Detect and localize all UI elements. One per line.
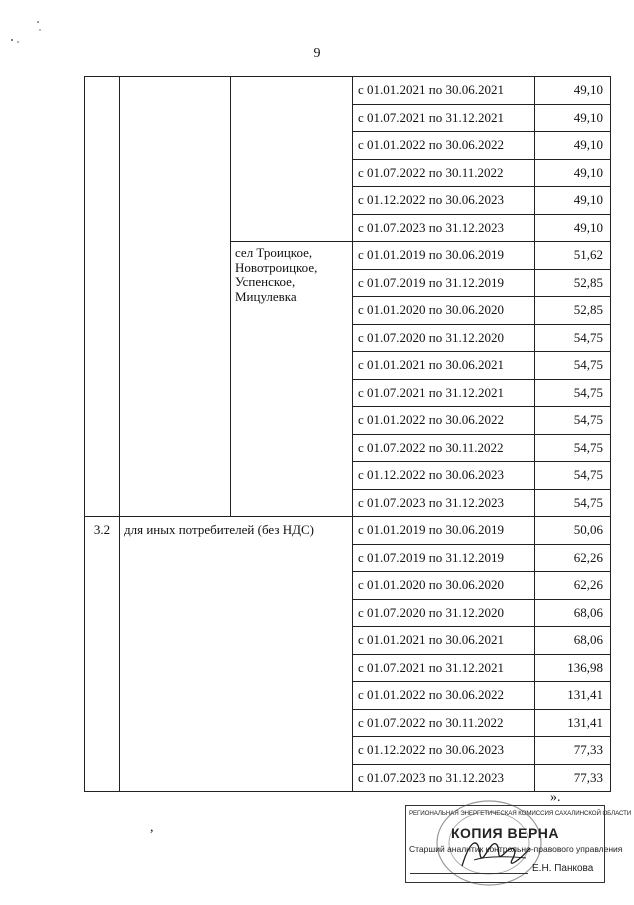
period-cell: с 01.12.2022 по 30.06.2023: [353, 737, 535, 765]
tariff-value-cell: 49,10: [535, 214, 611, 242]
period-cell: с 01.01.2022 по 30.06.2022: [353, 132, 535, 160]
period-cell: с 01.07.2019 по 31.12.2019: [353, 269, 535, 297]
scan-specks-icon: [0, 0, 70, 50]
period-cell: с 01.07.2022 по 30.11.2022: [353, 709, 535, 737]
stamp-title: КОПИЯ ВЕРНА: [450, 825, 560, 841]
period-cell: с 01.01.2019 по 30.06.2019: [353, 517, 535, 545]
tariff-value-cell: 54,75: [535, 462, 611, 490]
table-row: [85, 517, 611, 545]
certification-stamp: [405, 805, 632, 883]
tariff-value-cell: 54,75: [535, 434, 611, 462]
tariff-value-cell: 77,33: [535, 737, 611, 765]
period-cell: с 01.07.2023 по 31.12.2023: [353, 489, 535, 517]
tariff-value-cell: 50,06: [535, 517, 611, 545]
table-row: [85, 77, 611, 105]
signature-line: [410, 873, 528, 874]
period-cell: с 01.12.2022 по 30.06.2023: [353, 187, 535, 215]
stamp-position: Старший аналитик контрольно-правового управления: [409, 844, 623, 854]
period-cell: с 01.01.2021 по 30.06.2021: [353, 352, 535, 380]
item-number-cell: [85, 77, 120, 517]
locality-cell: сел Троицкое, Новотроицкое, Успенское, Мицулевка: [231, 242, 353, 517]
period-cell: с 01.07.2021 по 31.12.2021: [353, 654, 535, 682]
stamp-commission: РЕГИОНАЛЬНАЯ ЭНЕРГЕТИЧЕСКАЯ КОМИССИЯ САХАЛИНСКОЙ ОБЛАСТИ: [409, 810, 632, 817]
tariff-value-cell: 54,75: [535, 352, 611, 380]
period-cell: с 01.01.2022 по 30.06.2022: [353, 407, 535, 435]
period-cell: с 01.01.2022 по 30.06.2022: [353, 682, 535, 710]
period-cell: с 01.07.2021 по 31.12.2021: [353, 379, 535, 407]
consumer-cell: [120, 77, 231, 517]
period-cell: с 01.01.2021 по 30.06.2021: [353, 77, 535, 105]
tariff-value-cell: 49,10: [535, 159, 611, 187]
tariff-value-cell: 51,62: [535, 242, 611, 270]
tariff-value-cell: 68,06: [535, 599, 611, 627]
period-cell: с 01.07.2021 по 31.12.2021: [353, 104, 535, 132]
period-cell: с 01.07.2020 по 31.12.2020: [353, 599, 535, 627]
tariff-value-cell: 62,26: [535, 544, 611, 572]
tariff-value-cell: 49,10: [535, 187, 611, 215]
tariff-value-cell: 49,10: [535, 77, 611, 105]
tariff-value-cell: 131,41: [535, 682, 611, 710]
tariff-value-cell: 54,75: [535, 324, 611, 352]
period-cell: с 01.01.2020 по 30.06.2020: [353, 572, 535, 600]
tariff-value-cell: 52,85: [535, 269, 611, 297]
scan-mark: ,: [150, 820, 154, 835]
period-cell: с 01.07.2023 по 31.12.2023: [353, 764, 535, 792]
period-cell: с 01.07.2022 по 30.11.2022: [353, 434, 535, 462]
tariff-value-cell: 136,98: [535, 654, 611, 682]
tariff-value-cell: 68,06: [535, 627, 611, 655]
period-cell: с 01.01.2020 по 30.06.2020: [353, 297, 535, 325]
tariff-table-body: [85, 77, 611, 792]
closing-quote: ».: [550, 790, 561, 805]
tariff-value-cell: 77,33: [535, 764, 611, 792]
period-cell: с 01.07.2022 по 30.11.2022: [353, 159, 535, 187]
tariff-value-cell: 52,85: [535, 297, 611, 325]
tariff-value-cell: 49,10: [535, 132, 611, 160]
period-cell: с 01.01.2019 по 30.06.2019: [353, 242, 535, 270]
period-cell: с 01.07.2023 по 31.12.2023: [353, 214, 535, 242]
tariff-value-cell: 54,75: [535, 407, 611, 435]
tariff-value-cell: 54,75: [535, 489, 611, 517]
item-number-cell: 3.2: [85, 517, 120, 792]
period-cell: с 01.07.2020 по 31.12.2020: [353, 324, 535, 352]
page-number: 9: [313, 46, 321, 61]
tariff-value-cell: 131,41: [535, 709, 611, 737]
consumer-cell: для иных потребителей (без НДС): [120, 517, 353, 792]
tariff-table: [84, 76, 611, 792]
period-cell: с 01.07.2019 по 31.12.2019: [353, 544, 535, 572]
period-cell: с 01.01.2021 по 30.06.2021: [353, 627, 535, 655]
signature-icon: [456, 830, 536, 874]
stamp-name: Е.Н. Панкова: [532, 863, 594, 874]
locality-cell: [231, 77, 353, 242]
period-cell: с 01.12.2022 по 30.06.2023: [353, 462, 535, 490]
tariff-value-cell: 49,10: [535, 104, 611, 132]
tariff-value-cell: 62,26: [535, 572, 611, 600]
tariff-value-cell: 54,75: [535, 379, 611, 407]
